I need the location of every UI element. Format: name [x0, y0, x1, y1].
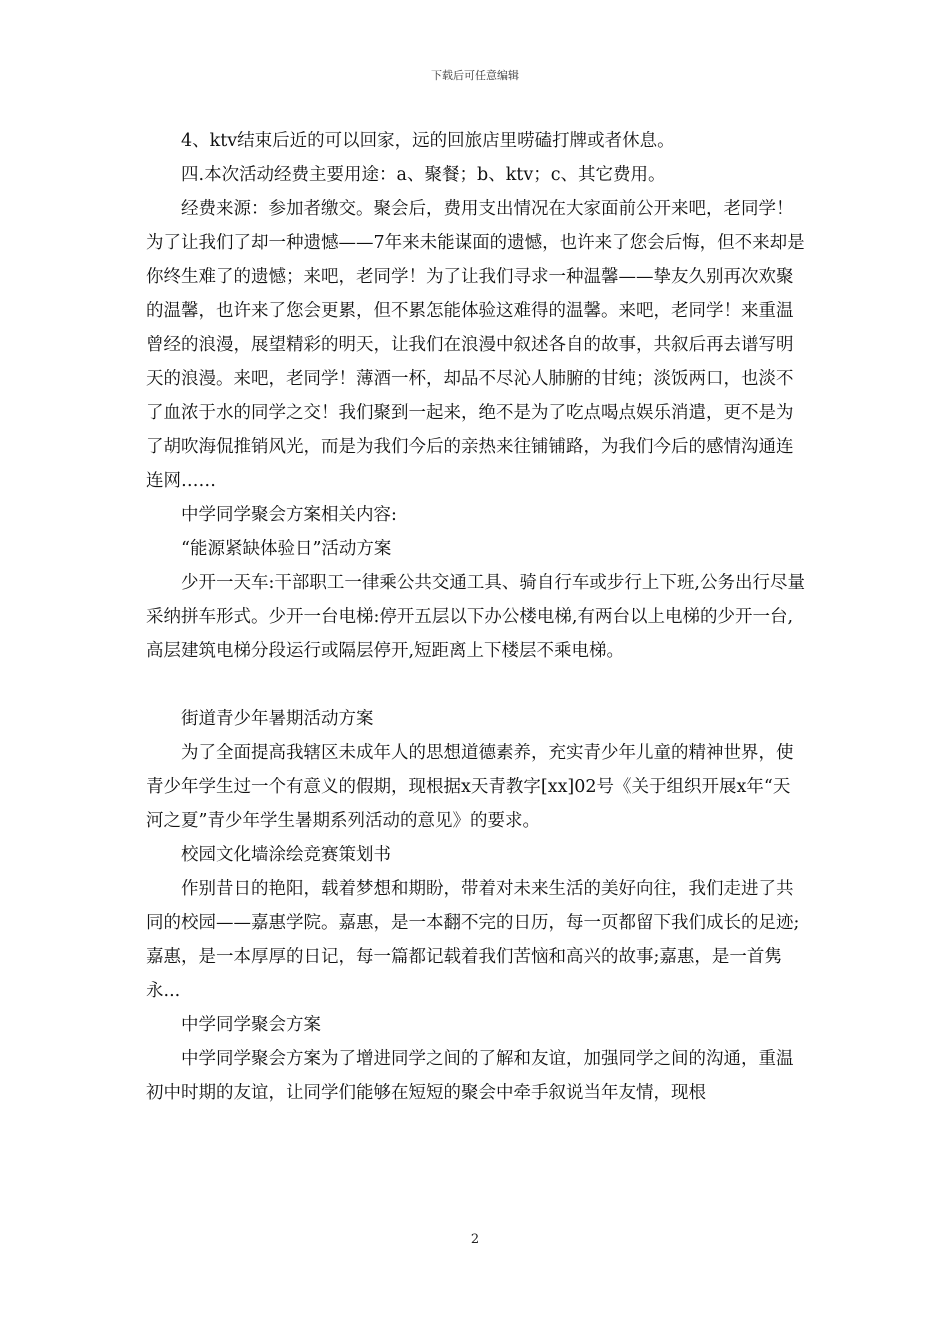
paragraph-activity-item-4: 4、ktv结束后近的可以回家，远的回旅店里唠磕打牌或者休息。	[181, 131, 675, 151]
section-heading-energy-day: “能源紧缺体验日”活动方案	[181, 539, 392, 559]
page-number: 2	[470, 1232, 480, 1247]
section-heading-reunion-plan: 中学同学聚会方案	[181, 1015, 321, 1035]
paragraph-funding-usage: 四.本次活动经费主要用途：a、聚餐；b、ktv；c、其它费用。	[181, 165, 666, 185]
paragraph-energy-day: 少开一天车:干部职工一律乘公共交通工具、骑自行车或步行上下班,公务出行尽量采纳拼车形式。少开一台电梯:停开五层以下办公楼电梯,有两台以上电梯的少开一台,高层建筑电梯分段运行或隔层停开,短距离上下楼层不乘电梯。	[146, 573, 805, 661]
paragraph-reunion-plan: 中学同学聚会方案为了增进同学之间的了解和友谊，加强同学之间的沟通，重温初中时期的友谊，让同学们能够在短短的聚会中牵手叙说当年友情，现根	[146, 1049, 794, 1103]
page-header: 下载后可任意编辑	[431, 69, 519, 82]
paragraph-campus-wall: 作别昔日的艳阳，载着梦想和期盼，带着对未来生活的美好向往，我们走进了共同的校园——嘉惠学院。嘉惠，是一本翻不完的日历，每一页都留下我们成长的足迹;嘉惠，是一本厚厚的日记，每一篇都记载着我们苦恼和高兴的故事;嘉惠，是一首隽永...	[146, 879, 800, 1001]
paragraph-youth-summer: 为了全面提高我辖区未成年人的思想道德素养，充实青少年儿童的精神世界，使青少年学生过一个有意义的假期，现根据x天青教字[xx]02号《关于组织开展x年“天河之夏”青少年学生暑期系列活动的意见》的要求。	[146, 743, 794, 831]
document-body	[146, 124, 806, 1110]
section-heading-campus-wall: 校园文化墙涂绘竞赛策划书	[181, 845, 391, 865]
blank-line	[146, 668, 806, 702]
paragraph-funding-source: 经费来源：参加者缴交。聚会后，费用支出情况在大家面前公开来吧，老同学！为了让我们了却一种遗憾——7年来未能谋面的遗憾，也许来了您会后悔，但不来却是你终生难了的遗憾；来吧，老同学！为了让我们寻求一种温馨——挚友久别再次欢聚的温馨，也许来了您会更累，但不累怎能体验这难得的温馨。来吧，老同学！来重温曾经的浪漫，展望精彩的明天，让我们在浪漫中叙述各自的故事，共叙后再去谱写明天的浪漫。来吧，老同学！薄酒一杯，却品不尽沁人肺腑的甘纯；淡饭两口，也淡不了血浓于水的同学之交！我们聚到一起来，绝不是为了吃点喝点娱乐消遣，更不是为了胡吹海侃推销风光，而是为我们今后的亲热来往铺铺路，为我们今后的感情沟通连连网……	[146, 199, 805, 491]
section-heading-youth-summer: 街道青少年暑期活动方案	[181, 709, 374, 729]
section-heading-related: 中学同学聚会方案相关内容:	[181, 505, 397, 525]
